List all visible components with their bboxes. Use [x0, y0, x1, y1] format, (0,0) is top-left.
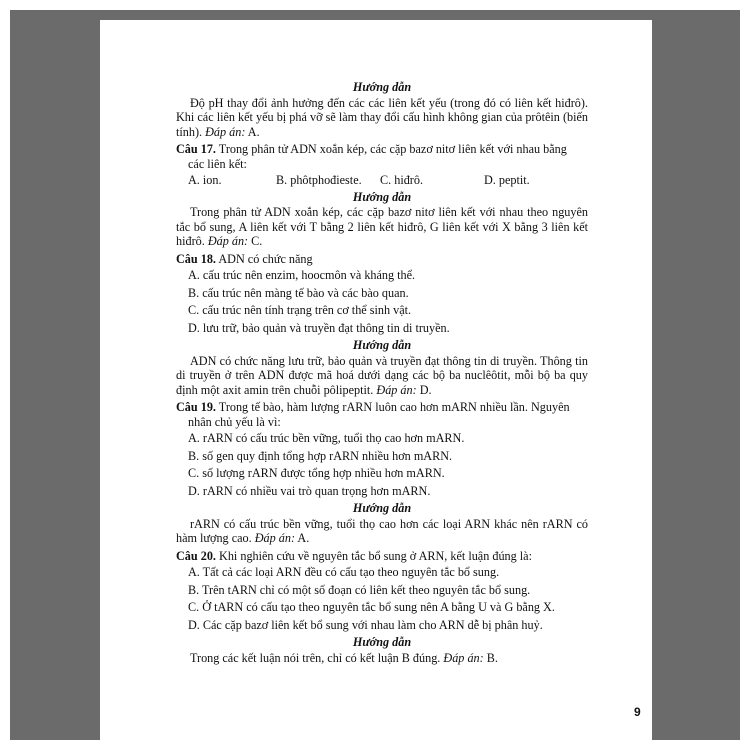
answer-value: A. — [247, 124, 260, 139]
option: A. cấu trúc nên enzim, hoocmôn và kháng thể. — [188, 268, 416, 282]
document-page — [100, 20, 652, 740]
explanation-paragraph — [176, 651, 588, 666]
option: B. Trên tARN chỉ có một số đoạn có liên kết theo nguyên tắc bổ sung. — [188, 582, 531, 597]
section-heading: Hướng dẫn — [352, 501, 412, 515]
answer-label: Đáp án: — [207, 234, 249, 248]
option: B. cấu trúc nên màng tế bào và các bào quan. — [188, 285, 409, 300]
question-number: Câu 19. — [176, 400, 216, 414]
option: D. peptit. — [484, 173, 530, 187]
question-text: Trong tế bào, hàm lượng rARN luôn cao hơn mARN nhiều lần. Nguyên — [218, 400, 570, 414]
section-heading: Hướng dẫn — [352, 338, 412, 352]
answer-value: A. — [297, 531, 310, 545]
options-row — [176, 173, 588, 188]
option: A. ion. — [188, 173, 222, 187]
question-number: Câu 18. — [176, 251, 216, 266]
explanation-paragraph — [176, 354, 588, 398]
option: B. phôtphođieste. — [276, 173, 362, 187]
page-content — [176, 80, 588, 667]
answer-value: C. — [251, 234, 263, 248]
option: D. lưu trữ, bảo quản và truyền đạt thông tin di truyền. — [188, 320, 450, 335]
question-text: ADN có chức năng — [218, 251, 313, 266]
page-number: 9 — [634, 705, 641, 719]
answer-value: D. — [419, 382, 432, 397]
question-text-cont: nhân chủ yếu là vì: — [188, 414, 281, 429]
option: C. Ở tARN có cấu tạo theo nguyên tắc bổ sung nên A bằng U và G bằng X. — [188, 600, 555, 614]
option: A. Tất cả các loại ARN đều có cấu tạo theo nguyên tắc bổ sung. — [188, 565, 500, 579]
explanation-paragraph — [176, 96, 588, 140]
answer-value: B. — [486, 650, 498, 665]
option: C. số lượng rARN được tổng hợp nhiều hơn mARN. — [188, 466, 445, 480]
section-heading: Hướng dẫn — [352, 80, 412, 94]
answer-label: Đáp án: — [443, 650, 484, 665]
explanation-paragraph — [176, 517, 588, 546]
option: D. Các cặp bazơ liên kết bổ sung với nhau làm cho ARN dễ bị phân huỷ. — [188, 617, 543, 632]
answer-label: Đáp án: — [205, 124, 246, 139]
answer-label: Đáp án: — [376, 382, 417, 397]
answer-label: Đáp án: — [254, 531, 296, 545]
question-text: Trong phân tử ADN xoắn kép, các cặp bazơ nitơ liên kết với nhau bằng — [218, 142, 567, 156]
question-text-cont: các liên kết: — [188, 156, 247, 171]
question-18 — [176, 252, 588, 267]
viewer-background — [10, 10, 740, 740]
option: C. hiđrô. — [380, 173, 423, 187]
question-number: Câu 20. — [176, 548, 216, 563]
option: B. số gen quy định tổng hợp rARN nhiều hơn mARN. — [188, 448, 453, 463]
question-number: Câu 17. — [176, 142, 216, 156]
explanation-text: Độ pH thay đổi ảnh hưởng đến các các liên kết yếu (trong đó có liên kết hiđrô). Khi các liên kết yếu bị phá vỡ sẽ làm thay đổi cấu hình không gian của prôtêin (biến tính). — [176, 95, 588, 139]
explanation-paragraph — [176, 205, 588, 249]
section-heading: Hướng dẫn — [352, 189, 412, 204]
explanation-text: Trong các kết luận nói trên, chỉ có kết luận B đúng. — [190, 650, 441, 665]
explanation-text: Trong phân tử ADN xoắn kép, các cặp bazơ nitơ liên kết với nhau theo nguyên tắc bổ sung, A liên kết với T bằng 2 liên kết hiđrô, G liên kết với X bằng 3 liên kết hiđrô. — [176, 205, 588, 248]
question-17 — [176, 142, 588, 171]
question-20 — [176, 549, 588, 564]
question-19 — [176, 400, 588, 429]
explanation-text: rARN có cấu trúc bền vững, tuổi thọ cao hơn các loại ARN khác nên rARN có hàm lượng cao. — [176, 516, 588, 545]
option: D. rARN có nhiều vai trò quan trọng hơn mARN. — [188, 483, 431, 498]
explanation-text: ADN có chức năng lưu trữ, bảo quản và truyền đạt thông tin di truyền. Thông tin di truyền ở trên ADN được mã hoá dưới dạng các bộ ba nuclêôtit, mỗi bộ ba quy định một axit amin trên chuỗi pôlipeptit. — [176, 353, 588, 397]
question-text: Khi nghiên cứu về nguyên tắc bổ sung ở ARN, kết luận đúng là: — [219, 548, 532, 563]
section-heading: Hướng dẫn — [352, 635, 412, 649]
option: A. rARN có cấu trúc bền vững, tuổi thọ cao hơn mARN. — [188, 431, 465, 445]
option: C. cấu trúc nên tính trạng trên cơ thể sinh vật. — [188, 303, 412, 317]
